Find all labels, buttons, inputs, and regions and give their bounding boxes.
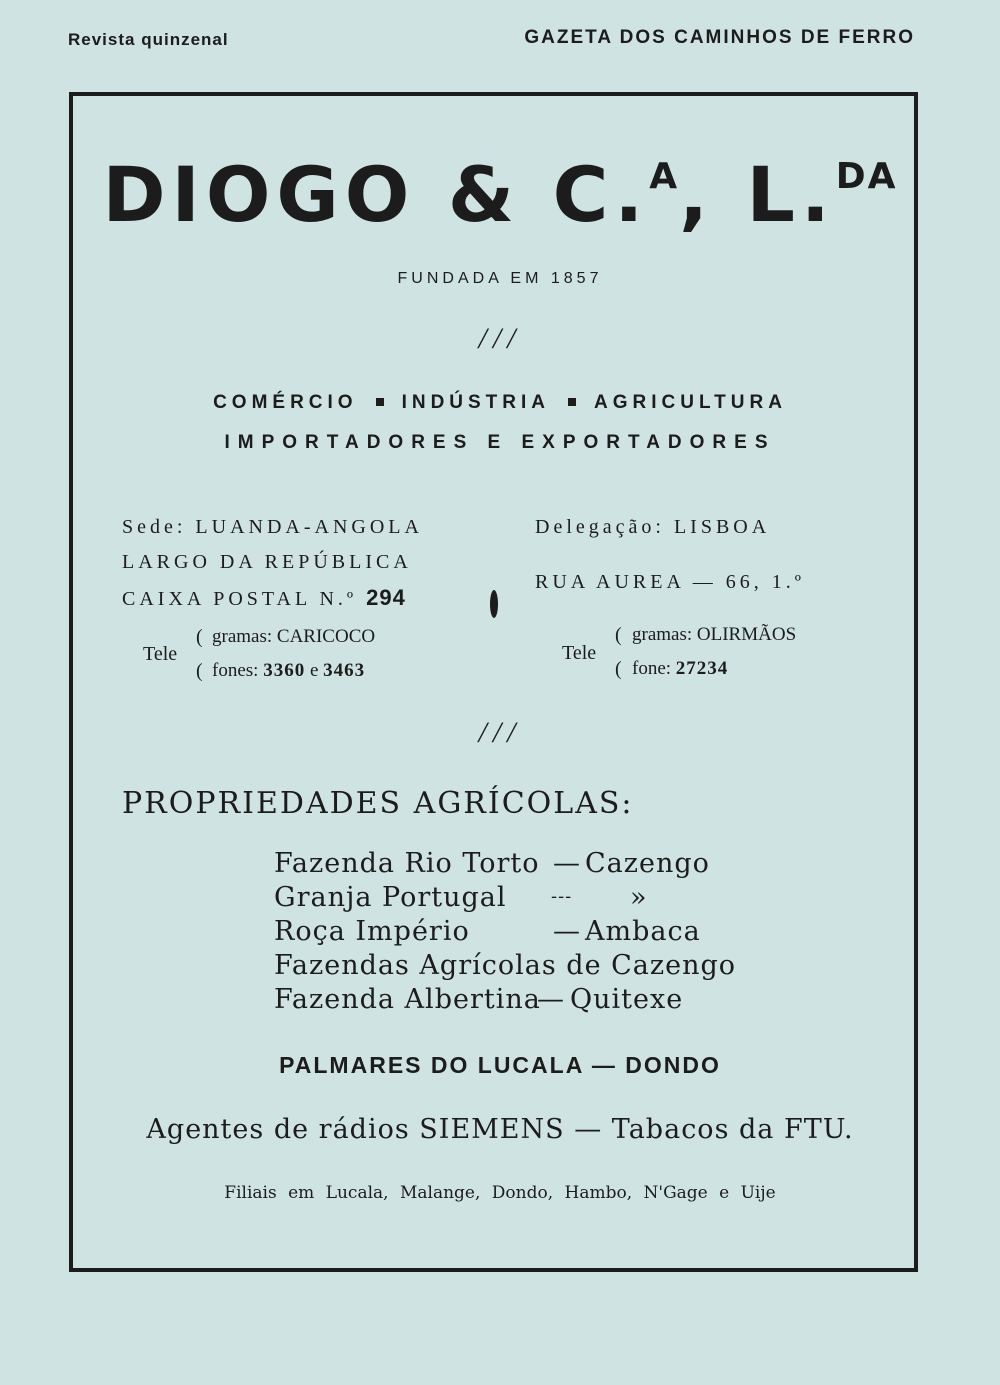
agents-line: Agentes de rádios SIEMENS — Tabacos da FTU. xyxy=(146,1114,854,1145)
sede-line-2: LARGO DA REPÚBLICA xyxy=(122,551,412,573)
sede-tele-label: Tele xyxy=(143,643,178,665)
postal-box-label: CAIXA POSTAL N.º xyxy=(122,588,358,610)
property-place: » xyxy=(630,882,648,913)
postal-box-number: 294 xyxy=(366,585,406,610)
properties-title: PROPRIEDADES AGRÍCOLAS: xyxy=(122,786,634,821)
magazine-title: GAZETA DOS CAMINHOS DE FERRO xyxy=(524,27,915,48)
brace-icon: ( xyxy=(196,626,203,648)
bullet-icon xyxy=(568,398,576,406)
sede-fones-label: fones: xyxy=(212,660,259,681)
delegacao-fone xyxy=(632,658,728,680)
separator-middle: /// xyxy=(478,716,522,749)
brace-icon: ( xyxy=(196,660,203,682)
delegacao-fone-value: 27234 xyxy=(675,658,729,679)
property-place: Ambaca xyxy=(585,916,701,947)
property-place: Cazengo xyxy=(585,848,710,879)
sede-gramas-label: gramas: xyxy=(212,626,273,647)
company-name-l: L. xyxy=(746,150,836,239)
company-name-sup-a: A xyxy=(649,156,680,197)
company-name-sup-da: DA xyxy=(835,156,898,197)
palmares-line: PALMARES DO LUCALA — DONDO xyxy=(279,1052,721,1078)
founded-line: FUNDADA EM 1857 xyxy=(397,270,603,287)
company-name-comma: , xyxy=(679,150,715,239)
divider-mark xyxy=(490,590,498,618)
property-name: Fazenda Albertina xyxy=(274,984,541,1015)
property-name: Fazenda Rio Torto xyxy=(274,848,540,879)
delegacao-gramas xyxy=(632,624,796,646)
property-sep: --- xyxy=(551,886,573,907)
delegacao-line-2: RUA AUREA — 66, 1.º xyxy=(535,571,806,593)
sectors-line xyxy=(0,392,1000,414)
delegacao-gramas-label: gramas: xyxy=(632,624,693,645)
sede-line-3 xyxy=(122,585,406,611)
delegacao-tele-label: Tele xyxy=(562,642,597,664)
sector-commerce: COMÉRCIO xyxy=(213,392,358,413)
property-name: Granja Portugal xyxy=(274,882,507,913)
sede-fone-1: 3360 xyxy=(263,660,306,681)
bullet-icon xyxy=(376,398,384,406)
brace-icon: ( xyxy=(615,658,622,680)
sector-agriculture: AGRICULTURA xyxy=(594,392,787,413)
branches-line: Filiais em Lucala, Malange, Dondo, Hambo, N'Gage e Uije xyxy=(224,1183,776,1203)
delegacao-gramas-value: OLIRMÃOS xyxy=(696,624,797,645)
brace-icon: ( xyxy=(615,624,622,646)
separator-top: /// xyxy=(478,322,522,355)
sede-gramas xyxy=(212,626,375,648)
delegacao-fone-label: fone: xyxy=(632,658,672,679)
property-sep: — xyxy=(553,848,581,879)
sede-fone-2: 3463 xyxy=(323,660,366,681)
property-place: Quitexe xyxy=(570,984,684,1015)
delegacao-line-1: Delegação: LISBOA xyxy=(535,516,771,538)
sector-industry: INDÚSTRIA xyxy=(401,392,551,413)
sede-fones-and: e xyxy=(309,660,319,681)
sede-line-1: Sede: LUANDA-ANGOLA xyxy=(122,516,423,538)
sede-fones xyxy=(212,660,365,682)
trade-line: IMPORTADORES E EXPORTADORES xyxy=(224,432,776,453)
company-name xyxy=(0,150,1000,239)
property-name: Roça Império xyxy=(274,916,470,947)
property-sep: — xyxy=(553,916,581,947)
property-sep: — xyxy=(537,984,565,1015)
magazine-subtitle: Revista quinzenal xyxy=(68,30,229,49)
sede-gramas-value: CARICOCO xyxy=(276,626,376,647)
property-name: Fazendas Agrícolas de Cazengo xyxy=(274,950,737,981)
company-name-main: DIOGO & C. xyxy=(102,150,650,239)
